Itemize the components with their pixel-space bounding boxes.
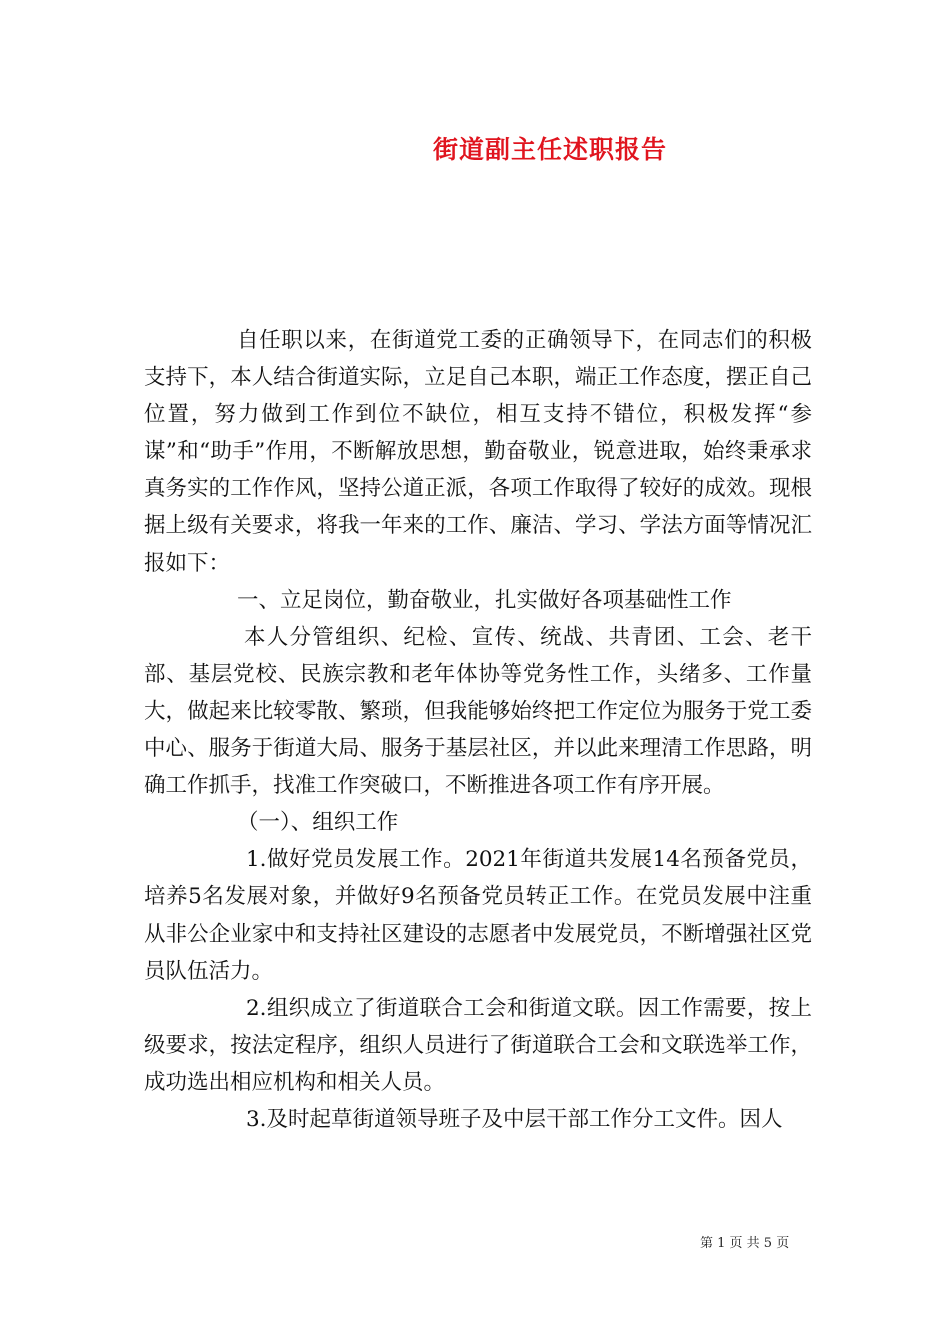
document-body <box>144 322 812 1138</box>
item-paragraph-1: 1.做好党员发展工作。2021年街道共发展14名预备党员，培养5名发展对象，并做好9名预备党员转正工作。在党员发展中注重从非公企业家中和支持社区建设的志愿者中发展党员，不断增强社区党员队伍活力。 <box>144 847 812 984</box>
subsection-heading-organization: （一）、组织工作 <box>237 810 399 836</box>
intro-paragraph: 自任职以来，在街道党工委的正确领导下，在同志们的积极支持下，本人结合街道实际，立足自己本职，端正工作态度，摆正自己位置，努力做到工作到位不缺位，相互支持不错位，积极发挥“参谋”和“助手”作用，不断解放思想，勤奋敬业，锐意进取，始终秉承求真务实的工作作风，坚持公道正派，各项工作取得了较好的成效。现根据上级有关要求，将我一年来的工作、廉洁、学习、学法方面等情况汇报如下： <box>144 328 812 576</box>
section-1-paragraph: 本人分管组织、纪检、宣传、统战、共青团、工会、老干部、基层党校、民族宗教和老年体协等党务性工作，头绪多、工作量大，做起来比较零散、繁琐，但我能够始终把工作定位为服务于党工委中心、服务于街道大局、服务于基层社区，并以此来理清工作思路，明确工作抓手，找准工作突破口，不断推进各项工作有序开展。 <box>144 624 812 799</box>
item-paragraph-3: 3.及时起草街道领导班子及中层干部工作分工文件。因人 <box>246 1106 783 1132</box>
item-paragraph-2: 2.组织成立了街道联合工会和街道文联。因工作需要，按上级要求，按法定程序，组织人员进行了街道联合工会和文联选举工作，成功选出相应机构和相关人员。 <box>144 995 812 1095</box>
section-heading-1: 一、立足岗位，勤奋敬业，扎实做好各项基础性工作 <box>237 587 732 613</box>
page-indicator: 第 1 页 共 5 页 <box>700 1236 790 1251</box>
document-title: 街道副主任述职报告 <box>432 135 667 164</box>
